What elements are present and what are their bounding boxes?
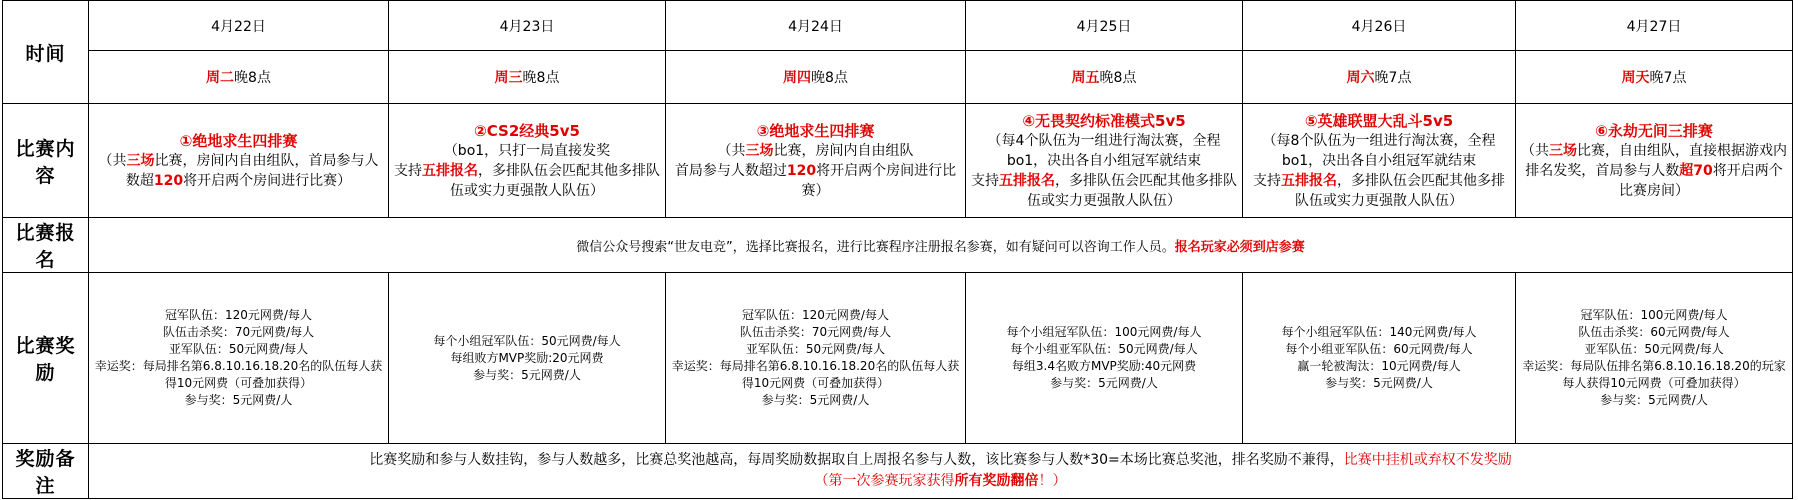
reward-cell: [966, 273, 1243, 444]
description-text: 比赛，房间内自由组队，首局参与人数超: [125, 152, 379, 189]
note-cell: [89, 444, 1793, 499]
event-description: [393, 141, 661, 201]
reward-line: 冠军队伍：100元网费/每人: [1580, 308, 1728, 322]
weekday: 周六: [1346, 70, 1375, 86]
description-highlight: 五排报名: [999, 172, 1055, 189]
reward-line: 参与奖：5元网费/人: [1325, 376, 1433, 390]
content-cell: [389, 104, 666, 218]
time-cell: [966, 51, 1243, 104]
description-text: 支持: [394, 162, 422, 179]
weekday: 周三: [494, 70, 523, 86]
description-text: ，多排队伍会匹配其他多排队伍或实力更强散人队伍）: [1027, 172, 1237, 209]
row-header-note: 奖励备注: [3, 444, 89, 499]
description-text: 将开启两个比赛房间）: [1619, 162, 1783, 199]
date-cell: 4月25日: [966, 1, 1243, 51]
reward-line: 每个小组亚军队伍：60元网费/每人: [1285, 342, 1473, 356]
start-time: 晚8点: [811, 70, 848, 86]
note-row: [3, 444, 1793, 499]
content-cell: [1243, 104, 1516, 218]
time-row: [3, 51, 1793, 104]
date-cell: 4月23日: [389, 1, 666, 51]
reward-cell: [1516, 273, 1793, 444]
reward-line: 每个小组亚军队伍：50元网费/每人: [1010, 342, 1198, 356]
note-warning: 比赛中挂机或弃权不发奖励: [1343, 452, 1512, 468]
reward-line: 幸运奖：每局排名第6.8.10.16.18.20名的队伍每人获得10元网费（可叠加获得）: [94, 359, 383, 390]
reward-line: 亚军队伍：50元网费/每人: [168, 342, 309, 356]
date-row: [3, 1, 1793, 51]
reward-line: 队伍击杀奖：70元网费/每人: [162, 325, 315, 339]
note-bonus-prefix: （第一次参赛玩家获得: [814, 473, 955, 489]
reward-cell: [666, 273, 966, 444]
description-text: （共: [1521, 142, 1549, 159]
content-cell: [666, 104, 966, 218]
description-highlight: 三场: [126, 152, 155, 169]
event-schedule-table: [2, 0, 1793, 499]
description-text: ，多排队伍会匹配其他多排队伍或实力更强散人队伍）: [1295, 172, 1505, 209]
description-text: 支持: [1253, 172, 1281, 189]
reward-line: 每个小组冠军队伍：50元网费/每人: [433, 333, 621, 348]
note-bonus-suffix: ！）: [1038, 473, 1067, 489]
weekday: 周二: [206, 70, 235, 86]
event-title: ④无畏契约标准模式5v5: [1022, 111, 1186, 130]
weekday: 周天: [1621, 70, 1650, 86]
note-text: 比赛奖励和参与人数挂钩，参与人数越多，比赛总奖池越高，每周奖励数据取自上周报名参与人数，该比赛参与人数*30=本场比赛总奖池，排名奖励不兼得，: [369, 452, 1344, 468]
content-cell: [966, 104, 1243, 218]
event-title: ⑥永劫无间三排赛: [1595, 121, 1713, 140]
note-line-1: [93, 450, 1788, 471]
time-cell: [389, 51, 666, 104]
content-cell: [89, 104, 389, 218]
registration-text: 微信公众号搜索“世友电竞”，选择比赛报名，进行比赛程序注册报名参赛，如有疑问可以咨询工作人员。: [576, 239, 1175, 255]
reward-line: 参与奖：5元网费/人: [184, 393, 293, 407]
reward-cell: [389, 273, 666, 444]
time-cell: [1243, 51, 1516, 104]
description-highlight: 三场: [1549, 142, 1577, 159]
reward-line: 队伍击杀奖：60元网费/每人: [1578, 325, 1730, 339]
reward-line: 参与奖：5元网费/人: [1600, 393, 1708, 407]
description-text: （共: [717, 142, 746, 159]
row-header-registration: 比赛报名: [3, 218, 89, 273]
start-time: 晚7点: [1649, 70, 1687, 86]
reward-line: 冠军队伍：120元网费/每人: [165, 308, 312, 322]
date-cell: 4月22日: [89, 1, 389, 51]
description-text: ，多排队伍会匹配其他多排队伍或实力更强散人队伍）: [450, 162, 660, 199]
registration-highlight: 报名玩家必须到店参赛: [1174, 239, 1305, 255]
reward-line: 每组败方MVP奖励:20元网费: [450, 350, 604, 365]
description-text: 比赛，自由组队，直接根据游戏内排名发奖，首局参与人数: [1525, 142, 1787, 179]
registration-row: [3, 218, 1793, 273]
event-title: ③绝地求生四排赛: [756, 121, 875, 140]
event-title: ②CS2经典5v5: [474, 121, 580, 140]
row-header-content: 比赛内容: [3, 104, 89, 218]
row-header-time: 时间: [3, 1, 89, 104]
reward-line: 幸运奖：每局队伍排名第6.8.10.16.18.20的玩家每人获得10元网费（可叠加获得）: [1522, 359, 1786, 390]
time-cell: [89, 51, 389, 104]
description-highlight: 三场: [745, 142, 774, 159]
reward-line: 参与奖：5元网费/人: [473, 367, 581, 382]
start-time: 晚8点: [1099, 70, 1137, 86]
reward-row: [3, 273, 1793, 444]
description-highlight: 五排报名: [1281, 172, 1337, 189]
date-cell: 4月27日: [1516, 1, 1793, 51]
start-time: 晚8点: [234, 70, 271, 86]
event-description: [93, 151, 384, 191]
description-text: 将开启两个房间进行比赛）: [183, 172, 352, 189]
event-description: [1520, 141, 1788, 201]
weekday: 周四: [783, 70, 812, 86]
time-cell: [1516, 51, 1793, 104]
description-text: （每8个队伍为一组进行淘汰赛，全程bo1，决出各自小组冠军就结束: [1262, 132, 1496, 169]
description-text: （每4个队伍为一组进行淘汰赛，全程bo1，决出各自小组冠军就结束: [987, 132, 1221, 169]
description-text: 将开启两个房间进行比赛）: [801, 162, 957, 199]
description-highlight: 120: [153, 172, 184, 189]
reward-line: 队伍击杀奖：70元网费/每人: [739, 325, 892, 339]
event-title: ⑤英雄联盟大乱斗5v5: [1304, 111, 1454, 130]
registration-cell: [89, 218, 1793, 273]
description-highlight: 五排报名: [422, 162, 478, 179]
start-time: 晚8点: [522, 70, 560, 86]
event-description: [670, 141, 961, 201]
content-cell: [1516, 104, 1793, 218]
reward-line: 冠军队伍：120元网费/每人: [742, 308, 889, 322]
weekday: 周五: [1071, 70, 1100, 86]
reward-line: 每个小组冠军队伍：140元网费/每人: [1281, 325, 1477, 339]
event-title: ①绝地求生四排赛: [179, 131, 298, 150]
description-text: （共: [98, 152, 127, 169]
date-cell: 4月24日: [666, 1, 966, 51]
reward-line: 亚军队伍：50元网费/每人: [745, 342, 886, 356]
event-description: [1247, 131, 1511, 211]
date-cell: 4月26日: [1243, 1, 1516, 51]
time-cell: [666, 51, 966, 104]
reward-cell: [1243, 273, 1516, 444]
reward-line: 赢一轮被淘汰：10元网费/每人: [1297, 359, 1461, 373]
description-text: 首局参与人数超过: [674, 162, 787, 179]
description-text: 比赛，房间内自由组队: [773, 142, 914, 159]
description-highlight: 120: [786, 162, 817, 179]
reward-cell: [89, 273, 389, 444]
reward-line: 幸运奖：每局排名第6.8.10.16.18.20名的队伍每人获得10元网费（可叠加获得）: [671, 359, 960, 390]
event-description: [970, 131, 1238, 211]
description-text: （bo1，只打一局直接发奖: [443, 142, 611, 159]
row-header-reward: 比赛奖励: [3, 273, 89, 444]
reward-line: 每个小组冠军队伍：100元网费/每人: [1006, 325, 1202, 339]
reward-line: 亚军队伍：50元网费/每人: [1584, 342, 1724, 356]
note-bonus-highlight: 所有奖励翻倍: [954, 473, 1039, 489]
note-line-2: [93, 471, 1788, 492]
reward-line: 参与奖：5元网费/人: [761, 393, 870, 407]
reward-line: 参与奖：5元网费/人: [1050, 376, 1158, 390]
description-text: 支持: [971, 172, 999, 189]
description-highlight: 超70: [1679, 162, 1713, 179]
reward-line: 每组3.4名败方MVP奖励:40元网费: [1011, 359, 1197, 373]
start-time: 晚7点: [1374, 70, 1412, 86]
content-row: [3, 104, 1793, 218]
